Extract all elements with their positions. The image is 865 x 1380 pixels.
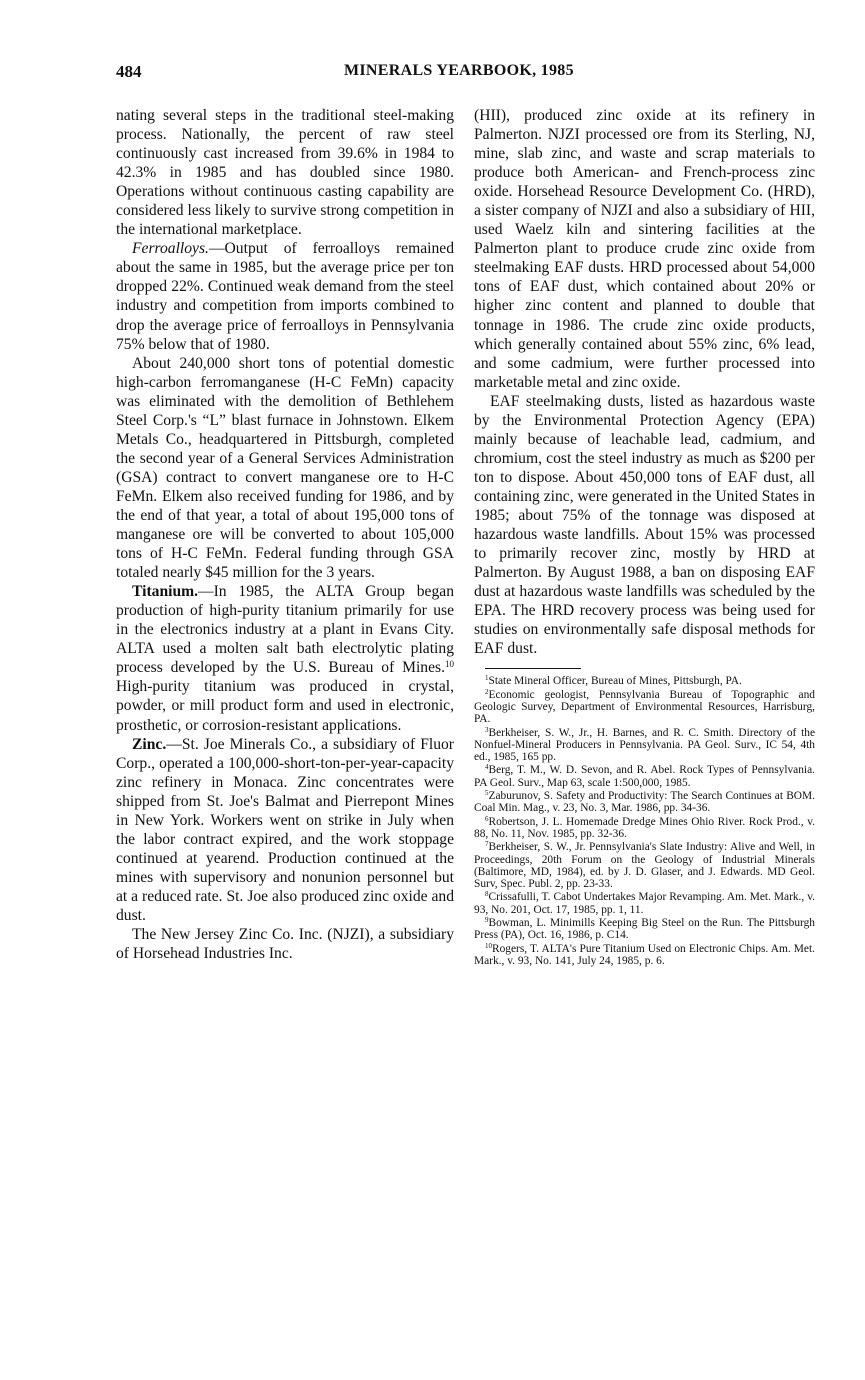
footnote-text: Zaburunov, S. Safety and Productivity: The Search Continues at BOM. Coal Min. Mag., v. 23, No. 3, Mar. 1986, pp. 34-36. — [474, 790, 815, 815]
paragraph-ferromanganese: About 240,000 short tons of potential domestic high-carbon ferromanganese (H-C FeMn) capacity was eliminated with the demolition of Bethlehem Steel Corp.'s “L” blast furnace in Johnstown. Elkem Metals Co., headquartered in Pittsburgh, completed the second year of a General Services Administration (GSA) contract to convert manganese ore to H-C FeMn. Elkem also received funding for 1986, and by the end of that year, a total of about 195,000 tons of manganese ore will be converted to about 105,000 tons of H-C FeMn. Federal funding through GSA totaled nearly $45 million for the 3 years. — [116, 354, 454, 582]
footnote-number: 3 — [485, 725, 489, 734]
paragraph-new-jersey-zinc: The New Jersey Zinc Co. Inc. (NJZI), a subsidiary of Horsehead Industries Inc. — [116, 926, 454, 963]
footnote-number: 8 — [485, 890, 489, 899]
footnote-text: Economic geologist, Pennsylvania Bureau of Topographic and Geologic Survey, Department of Environmental Resources, Harrisburg, PA. — [474, 688, 815, 726]
footnote — [474, 943, 815, 968]
paragraph-zinc — [116, 735, 454, 925]
footnote-text: State Mineral Officer, Bureau of Mines, Pittsburgh, PA. — [488, 675, 742, 688]
paragraph-steelmaking: nating several steps in the traditional steel-making process. Nationally, the percent of raw steel continuously cast increased from 39.6% in 1984 to 42.3% in 1985 and has doubled since 1980. Operations without continuous casting capability are considered less likely to survive strong competition in the international marketplace. — [116, 107, 454, 239]
footnote-number: 4 — [485, 763, 489, 772]
paragraph-zinc-oxide: (HII), produced zinc oxide at its refinery in Palmerton. NJZI processed ore from its Sterling, NJ, mine, slab zinc, and waste and scrap materials to produce both American- and French-process zinc oxide. Horsehead Resource Development Co. (HRD), a sister company of NJZI and also a subsidiary of HII, used Waelz kiln and sintering facilities at the Palmerton plant to produce crude zinc oxide from steelmaking EAF dusts. HRD processed about 54,000 tons of EAF dust, which contained about 20% or higher zinc content and planned to double that tonnage in 1986. The crude zinc oxide products, which generally contained about 55% zinc, 6% lead, and some cadmium, were further processed into marketable metal and zinc oxide. — [474, 107, 815, 391]
zinc-text: —St. Joe Minerals Co., a subsidiary of Fluor Corp., operated a 100,000-short-ton-per-year-capacity zinc refinery in Monaca. Zinc concentrates were shipped from St. Joe's Balmat and Pierrepont Mines in New York. Workers went on strike in July when the labor contract expired, and the work stoppage continued at yearend. Production continued at the mines with supervisory and nonunion personnel but at a reduced rate. St. Joe also produced zinc oxide and dust. — [116, 735, 454, 924]
footnote — [474, 689, 815, 726]
footnote — [474, 816, 815, 841]
footnote — [474, 790, 815, 815]
footnote-text: Crissafulli, T. Cabot Undertakes Major Revamping. Am. Met. Mark., v. 93, No. 201, Oct. 17, 1985, pp. 1, 11. — [474, 891, 815, 916]
footnote-number: 1 — [485, 674, 489, 683]
footnote-number: 6 — [485, 814, 489, 823]
footnote-text: Berkheiser, S. W., Jr., H. Barnes, and R. C. Smith. Directory of the Nonfuel-Mineral Producers in Pennsylvania. PA Geol. Surv., IC 54, 4th ed., 1985, 165 pp. — [474, 726, 815, 764]
ferroalloys-text: —Output of ferroalloys remained about the same in 1985, but the average price per ton dropped 22%. Continued weak demand from the steel industry and competition from imports combined to drop the average price of ferroalloys in Pennsylvania 75% below that of 1980. — [116, 240, 454, 353]
running-head — [116, 62, 816, 84]
footnote-text: Robertson, J. L. Homemade Dredge Mines Ohio River. Rock Prod., v. 88, No. 11, Nov. 1985, pp. 32-36. — [474, 815, 815, 840]
footnote — [474, 675, 815, 687]
right-column — [474, 106, 815, 968]
footnote — [474, 764, 815, 789]
footnote-text: Berkheiser, S. W., Jr. Pennsylvania's Slate Industry: Alive and Well, in Proceedings, 20th Forum on the Geology of Industrial Minerals (Baltimore, MD, 1984), ed. by J. D. Glaser, and J. Edwards. MD Geol. Surv, Spec. Publ. 2, pp. 23-33. — [474, 841, 815, 891]
footnotes — [474, 675, 815, 967]
footnote-text: Bowman, L. Minimills Keeping Big Steel on the Run. The Pittsburgh Press (PA), Oct. 16, 1986, p. C14. — [474, 917, 815, 942]
running-title: MINERALS YEARBOOK, 1985 — [344, 62, 574, 79]
paragraph-ferroalloys — [116, 239, 454, 353]
left-column — [116, 106, 454, 963]
footnote-number: 7 — [485, 840, 489, 849]
titanium-text: —In 1985, the ALTA Group began production of high-purity titanium primarily for use in the electronics industry at a plant in Evans City. ALTA used a molten salt bath electrolytic plating process developed by the U.S. Bureau of Mines. — [116, 583, 454, 677]
page-number: 484 — [116, 62, 142, 81]
footnote-text: Rogers, T. ALTA's Pure Titanium Used on Electronic Chips. Am. Met. Mark., v. 93, No. 141, July 24, 1985, p. 6. — [474, 942, 815, 967]
footnote — [474, 891, 815, 916]
footnote-text: Berg, T. M., W. D. Sevon, and R. Abel. Rock Types of Pennsylvania. PA Geol. Surv., Map 63, scale 1:500,000, 1985. — [474, 764, 815, 789]
footnote-rule — [485, 668, 581, 669]
footnote — [474, 727, 815, 764]
footnote — [474, 841, 815, 890]
section-heading-titanium: Titanium. — [132, 583, 199, 601]
footnote-number: 2 — [485, 687, 489, 696]
footnote — [474, 917, 815, 942]
footnote-ref-10: 10 — [445, 659, 454, 670]
paragraph-titanium — [116, 582, 454, 734]
footnote-number: 10 — [485, 941, 492, 950]
titanium-text-continued: High-purity titanium was produced in crystal, powder, or mill product form and used in electronic, prosthetic, or corrosion-resistant applications. — [116, 678, 454, 734]
paragraph-eaf-dusts: EAF steelmaking dusts, listed as hazardous waste by the Environmental Protection Agency (EPA) mainly because of leachable lead, cadmium, and chromium, cost the steel industry as much as $200 per ton to dispose. About 450,000 tons of EAF dust, all containing zinc, were generated in the United States in 1985; about 75% of the tonnage was disposed at hazardous waste landfills. About 15% was processed to primarily recover zinc, mostly by HRD at Palmerton. By August 1988, a ban on disposing EAF dust at hazardous waste landfills was scheduled by the EPA. The HRD recovery process was being used for studies on environmentally safe disposal methods for EAF dust. — [474, 392, 815, 658]
section-heading-zinc: Zinc. — [132, 735, 167, 753]
footnote-number: 9 — [485, 916, 489, 924]
section-heading-ferroalloys: Ferroalloys. — [132, 240, 209, 258]
footnote-number: 5 — [485, 789, 489, 798]
